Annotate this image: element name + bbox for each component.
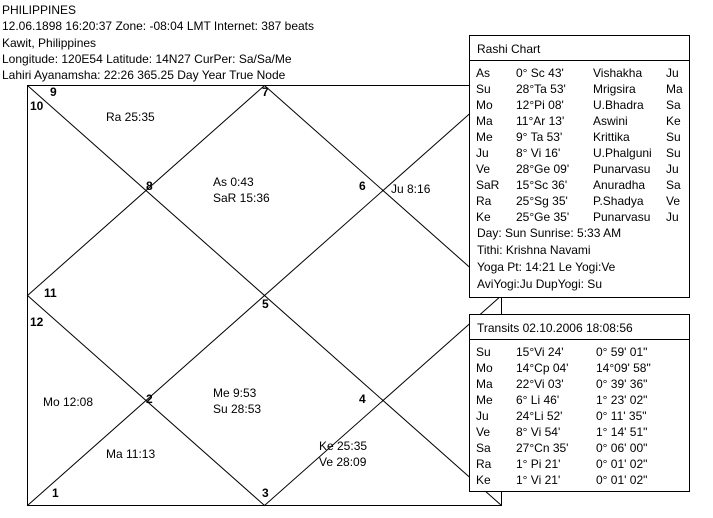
house-number-7: 7 xyxy=(262,85,269,99)
rashi-yoga: Yoga Pt: 14:21 Le Yogi:Ve xyxy=(477,260,616,274)
rashi-lord: Ma xyxy=(666,82,683,96)
transit-daily-motion: 0° 11' 35" xyxy=(596,409,647,423)
transit-longitude: 1° Vi 21' xyxy=(516,473,561,487)
rashi-tithi: Tithi: Krishna Navami xyxy=(477,243,591,257)
rashi-lord: Ke xyxy=(666,114,681,128)
transit-row xyxy=(476,376,685,392)
rashi-nakshatra: Punarvasu xyxy=(593,162,651,176)
rashi-longitude: 15°Sc 36' xyxy=(516,178,568,192)
rashi-lord: Ju xyxy=(666,66,679,80)
rashi-lord: Ve xyxy=(666,194,681,208)
rashi-lord: Sa xyxy=(666,98,681,112)
transit-longitude: 6° Li 46' xyxy=(516,393,560,407)
rashi-longitude: 9° Ta 53' xyxy=(516,130,563,144)
rashi-row xyxy=(476,193,685,209)
rashi-panel xyxy=(469,35,690,298)
rashi-planet: Ve xyxy=(476,162,491,176)
rashi-planet: Ke xyxy=(476,210,491,224)
transits-title: Transits 02.10.2006 18:08:56 xyxy=(477,321,633,335)
transit-row xyxy=(476,424,685,440)
rashi-row xyxy=(476,145,685,161)
transit-longitude: 22°Vi 03' xyxy=(516,377,564,391)
house-number-3: 2 xyxy=(146,392,153,406)
house-number-4: 3 xyxy=(262,486,269,500)
transit-daily-motion: 1° 14' 51" xyxy=(596,425,648,439)
rashi-longitude: 28°Ta 53' xyxy=(516,82,566,96)
house-number-1: 5 xyxy=(262,297,269,311)
transit-daily-motion: 0° 01' 02" xyxy=(596,473,648,487)
transit-planet: Su xyxy=(476,345,491,359)
transit-planet: Ma xyxy=(476,377,493,391)
transit-longitude: 24°Li 52' xyxy=(516,409,563,423)
rashi-title: Rashi Chart xyxy=(477,42,541,56)
house-number-5: 4 xyxy=(359,392,366,406)
transit-planet: Ra xyxy=(476,457,492,471)
rashi-row xyxy=(476,81,685,97)
house-number-10: 10 xyxy=(30,99,44,113)
rashi-planet: Me xyxy=(476,130,493,144)
transit-daily-motion: 0° 01' 02" xyxy=(596,457,648,471)
rashi-row xyxy=(476,177,685,193)
rashi-nakshatra: U.Bhadra xyxy=(593,98,644,112)
house-number-6: 6 xyxy=(359,179,366,193)
transit-longitude: 15°Vi 24' xyxy=(516,345,564,359)
transit-row xyxy=(476,408,685,424)
rashi-nakshatra: U.Phalguni xyxy=(593,146,652,160)
rashi-planet: Su xyxy=(476,82,491,96)
transit-daily-motion: 0° 06' 00" xyxy=(596,441,648,455)
planet-me: Me 9:53 xyxy=(213,386,257,400)
house-number-2: 1 xyxy=(52,486,59,500)
rashi-planet: Mo xyxy=(476,98,493,112)
transit-daily-motion: 1° 23' 02" xyxy=(596,393,648,407)
rashi-nakshatra: Mrigsira xyxy=(593,82,636,96)
rashi-lord: Su xyxy=(666,146,681,160)
planet-sar: SaR 15:36 xyxy=(213,191,270,205)
chart-name: PHILIPPINES xyxy=(2,3,77,17)
coordinates: Longitude: 120E54 Latitude: 14N27 CurPer: Sa/Sa/Me xyxy=(2,52,292,66)
rashi-longitude: 12°Pi 08' xyxy=(516,98,564,112)
transit-planet: Ve xyxy=(476,425,491,439)
rashi-nakshatra: Krittika xyxy=(593,130,630,144)
birth-place: Kawit, Philippines xyxy=(2,36,97,50)
transit-planet: Ju xyxy=(476,409,489,423)
ayanamsha-line: Lahiri Ayanamsha: 22:26 365.25 Day Year True Node xyxy=(2,68,286,82)
transit-row xyxy=(476,440,685,456)
rashi-longitude: 11°Ar 13' xyxy=(516,114,565,128)
rashi-day-sunrise: Day: Sun Sunrise: 5:33 AM xyxy=(477,226,622,240)
rashi-nakshatra: Punarvasu xyxy=(593,210,651,224)
house-number-9: 9 xyxy=(50,85,57,99)
rashi-lord: Sa xyxy=(666,178,681,192)
planet-ke: Ke 25:35 xyxy=(319,439,368,453)
rashi-lord: Su xyxy=(666,130,681,144)
transit-planet: Mo xyxy=(476,361,493,375)
transit-longitude: 1° Pi 21' xyxy=(516,457,561,471)
transit-daily-motion: 14°09' 58" xyxy=(596,361,651,375)
rashi-longitude: 25°Ge 35' xyxy=(516,210,570,224)
rashi-row xyxy=(476,129,685,145)
transit-longitude: 8° Vi 54' xyxy=(516,425,561,439)
house-number-8: 8 xyxy=(146,179,153,193)
birth-datetime: 12.06.1898 16:20:37 Zone: -08:04 LMT Internet: 387 beats xyxy=(2,19,315,33)
rashi-longitude: 28°Ge 09' xyxy=(516,162,570,176)
transit-daily-motion: 0° 39' 36" xyxy=(596,377,648,391)
rashi-planet: As xyxy=(476,66,491,80)
rashi-planet: Ra xyxy=(476,194,492,208)
planet-ju: Ju 8:16 xyxy=(391,182,431,196)
planet-mo: Mo 12:08 xyxy=(43,395,94,409)
house-number-12: 12 xyxy=(30,315,44,329)
rashi-row xyxy=(476,209,685,225)
rashi-row xyxy=(476,65,685,81)
planet-ra: Ra 25:35 xyxy=(106,110,155,124)
rashi-row xyxy=(476,161,685,177)
rashi-divider xyxy=(470,60,689,61)
transit-row xyxy=(476,344,685,360)
transit-planet: Ke xyxy=(476,473,491,487)
planet-as: As 0:43 xyxy=(213,175,254,189)
rashi-planet: Ju xyxy=(476,146,489,160)
transit-row xyxy=(476,456,685,472)
rashi-lord: Ju xyxy=(666,162,679,176)
transit-row xyxy=(476,360,685,376)
rashi-nakshatra: Aswini xyxy=(593,114,628,128)
transits-panel xyxy=(469,314,690,492)
rashi-longitude: 0° Sc 43' xyxy=(516,66,564,80)
rashi-row xyxy=(476,97,685,113)
transit-longitude: 14°Cp 04' xyxy=(516,361,569,375)
transit-planet: Me xyxy=(476,393,493,407)
planet-ma: Ma 11:13 xyxy=(106,447,156,461)
transit-planet: Sa xyxy=(476,441,491,455)
transit-daily-motion: 0° 59' 01" xyxy=(596,345,648,359)
rashi-nakshatra: P.Shadya xyxy=(593,194,644,208)
rashi-avi-dup-yogi: AviYogi:Ju DupYogi: Su xyxy=(477,277,602,291)
transits-divider xyxy=(470,339,689,340)
rashi-planet: SaR xyxy=(476,178,500,192)
rashi-nakshatra: Vishakha xyxy=(593,66,643,80)
rashi-lord: Ju xyxy=(666,210,679,224)
rashi-longitude: 8° Vi 16' xyxy=(516,146,561,160)
transit-row xyxy=(476,392,685,408)
house-number-11: 11 xyxy=(44,286,57,300)
rashi-planet: Ma xyxy=(476,114,493,128)
rashi-nakshatra: Anuradha xyxy=(593,178,646,192)
rashi-longitude: 25°Sg 35' xyxy=(516,194,568,208)
rashi-row xyxy=(476,113,685,129)
planet-ve: Ve 28:09 xyxy=(319,455,367,469)
transit-row xyxy=(476,472,685,488)
planet-su: Su 28:53 xyxy=(213,402,262,416)
transit-longitude: 27°Cn 35' xyxy=(516,441,569,455)
